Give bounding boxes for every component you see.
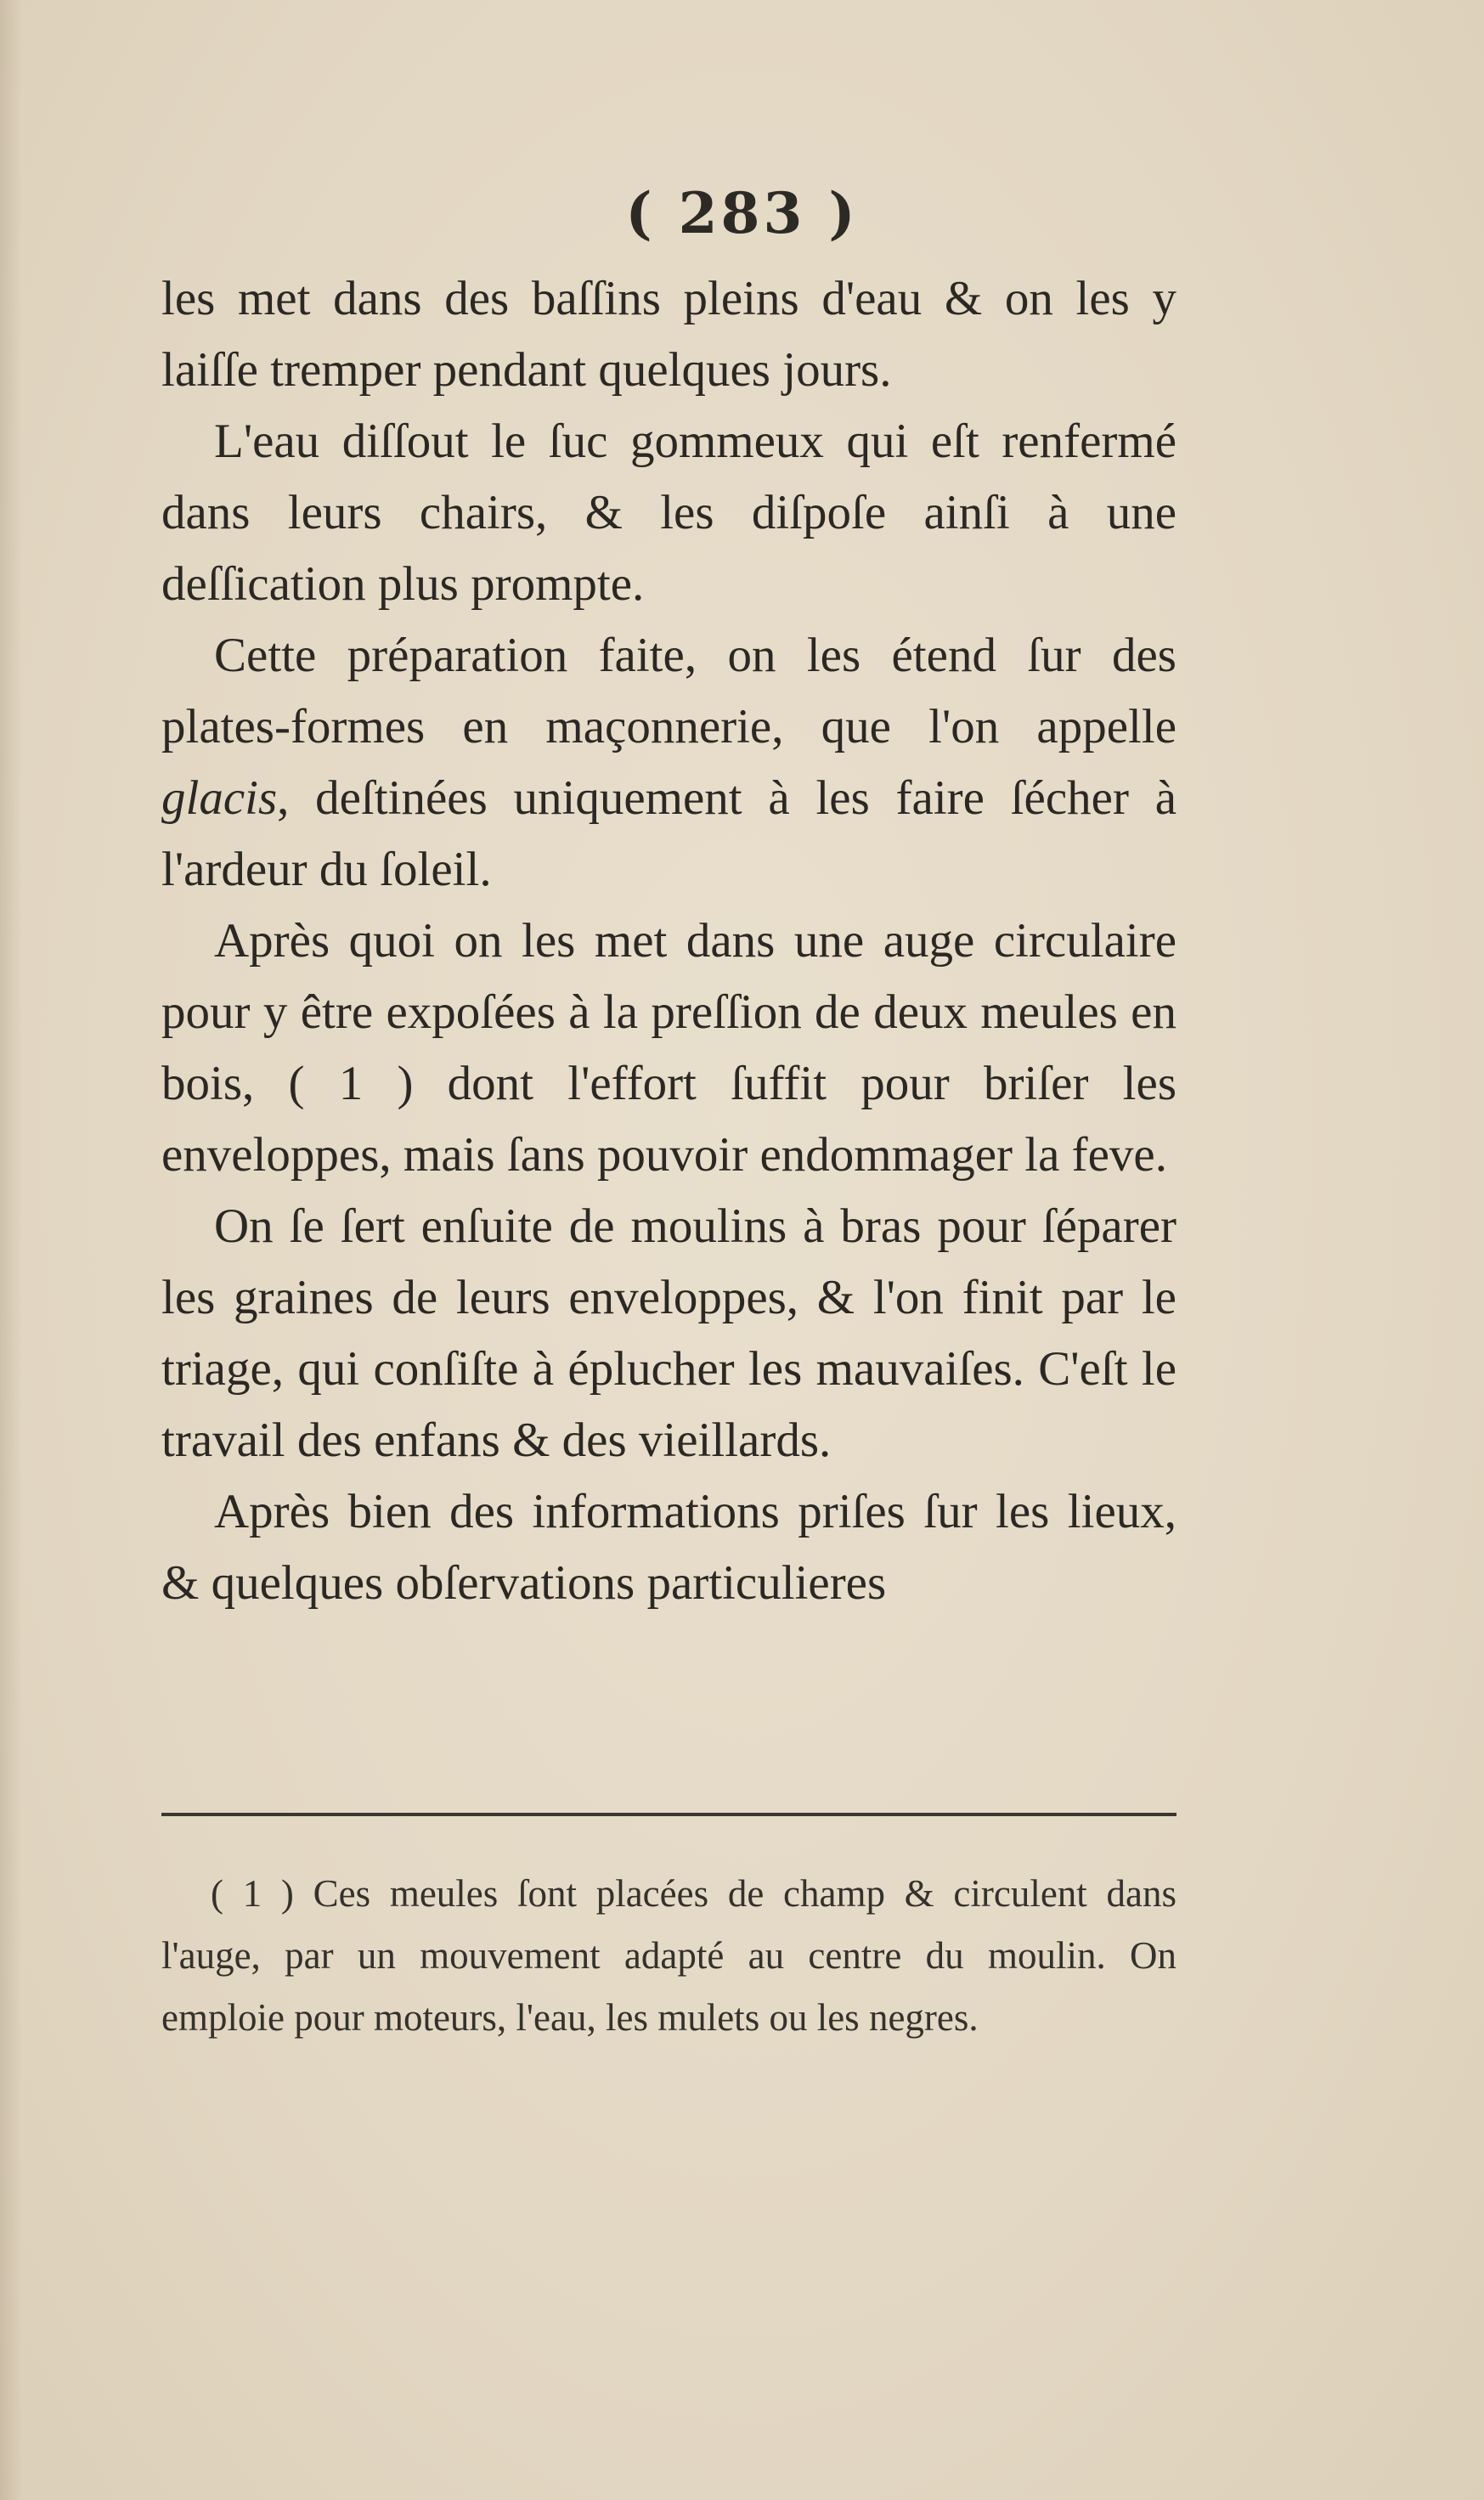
paragraph-4: Après quoi on les met dans une auge circulaire pour y être expoſées à la preſſion de deux meules en bois, ( 1 ) dont l'effort ſuffit pour briſer les enveloppes, mais ſans pouvoir endommager la feve. <box>161 914 1176 1182</box>
paragraph-3-text-before: Cette préparation faite, on les étend ſur des plates-formes en maçonnerie, que l'on appelle <box>161 629 1176 753</box>
paragraph-2: L'eau diſſout le ſuc gommeux qui eſt renfermé dans leurs chairs, & les diſpoſe ainſi à une deſſication plus prompte. <box>161 415 1176 611</box>
paragraph-1: les met dans des baſſins pleins d'eau & on les y laiſſe tremper pendant quelques jours. <box>161 272 1176 397</box>
page-number: ( 283 ) <box>625 180 859 246</box>
footnote-divider <box>161 1813 1176 1816</box>
paragraph-3-text-after: , deſtinées uniquement à les faire ſécher à l'ardeur du ſoleil. <box>161 771 1176 896</box>
paragraph-3-italic-term: glacis <box>161 771 278 825</box>
main-text <box>161 263 1176 1619</box>
paragraph-5: On ſe ſert enſuite de moulins à bras pour ſéparer les graines de leurs enveloppes, & l'on finit par le triage, qui conſiſte à éplucher les mauvaiſes. C'eſt le travail des enfans & des vieillards. <box>161 1199 1176 1467</box>
paragraph-6: Après bien des informations priſes ſur les lieux, & quelques obſervations particulieres <box>161 1485 1176 1610</box>
page-fold-shadow <box>0 0 22 2500</box>
footnote: ( 1 ) Ces meules ſont placées de champ & circulent dans l'auge, par un mouvement adapté au centre du moulin. On emploie pour moteurs, l'eau, les mulets ou les negres. <box>161 1872 1176 2039</box>
paragraph-3 <box>161 620 1176 906</box>
